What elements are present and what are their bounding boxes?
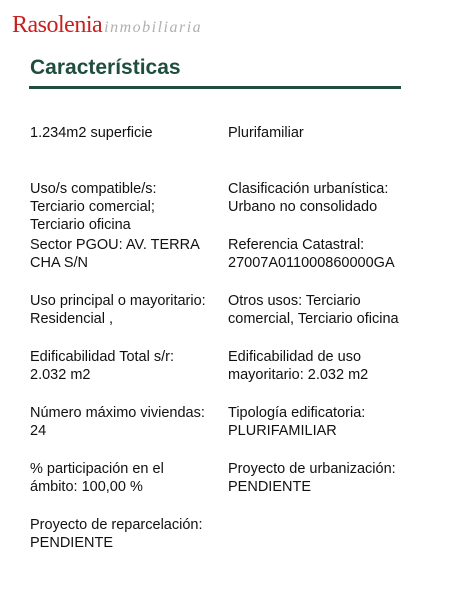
brand-name: Rasolenia	[12, 12, 103, 38]
feature-building-typology: Tipología edificatoria: PLURIFAMILIAR	[228, 405, 366, 439]
feature-max-dwellings: Número máximo viviendas: 24	[30, 405, 205, 439]
feature-participation: % participación en el ámbito: 100,00 %	[30, 461, 164, 495]
feature-other-uses: Otros usos: Terciario comercial, Terciario oficina	[228, 293, 399, 327]
feature-surface: 1.234m2 superficie	[30, 125, 153, 141]
feature-building-type: Plurifamiliar	[228, 125, 304, 141]
feature-main-use: Uso principal o mayoritario: Residencial ,	[30, 293, 206, 327]
feature-pgou-sector: Sector PGOU: AV. TERRA CHA S/N	[30, 237, 200, 271]
page-title: Características	[30, 56, 181, 79]
feature-total-buildability: Edificabilidad Total s/r: 2.032 m2	[30, 349, 175, 383]
feature-reparcelling-project: Proyecto de reparcelación: PENDIENTE	[30, 517, 203, 551]
brand-subtitle: inmobiliaria	[104, 19, 203, 36]
feature-urban-classification: Clasificación urbanística: Urbano no consolidado	[228, 181, 389, 215]
feature-cadastral-reference: Referencia Catastral: 27007A011000860000GA	[228, 237, 395, 271]
feature-main-use-buildability: Edificabilidad de uso mayoritario: 2.032 m2	[228, 349, 369, 383]
feature-compatible-uses: Uso/s compatible/s: Terciario comercial; Terciario oficina	[30, 181, 157, 233]
feature-urbanization-project: Proyecto de urbanización: PENDIENTE	[228, 461, 396, 495]
